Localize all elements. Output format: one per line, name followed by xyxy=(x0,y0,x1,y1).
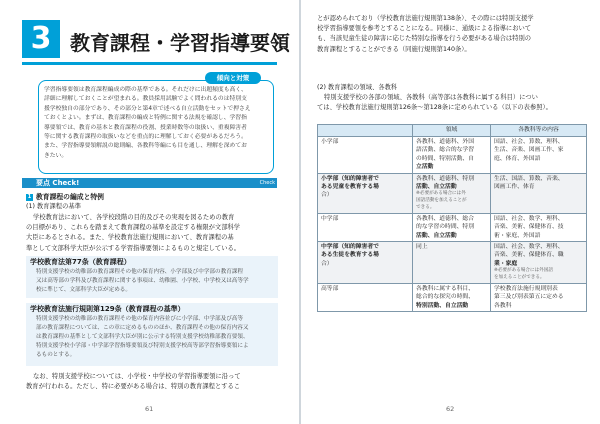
cell-note-line: 国語活動を加えることが xyxy=(416,198,467,204)
dept-cell xyxy=(318,137,413,174)
cell-line: 立活動 xyxy=(416,164,434,171)
body-line: も、当該児童生徒の障害に応じた特別な指導を行う必要がある場合は特別の xyxy=(317,35,532,43)
body-line: の目標があり、これらを踏まえて教育課程の基準を設定する権限が文部科学 xyxy=(26,224,241,232)
law-line: 又は高等部の学科及び教育課程に関する事項は、幼稚園、小学校、中学校又は高等学 xyxy=(36,278,249,284)
cell-note-line: を加えることができる。 xyxy=(493,275,545,281)
cell-line: 術・家庭、外国語 xyxy=(493,232,541,239)
content-cell xyxy=(490,137,586,174)
dept-cell xyxy=(318,213,413,241)
body-line: ては、学校教育法施行規則第126条～第128条に定められている（以下の表参照）。 xyxy=(317,104,552,112)
body-line: 教育課程とすることができる（同施行規則第140条）。 xyxy=(317,45,471,53)
cell-line: ある児童を教育する場 xyxy=(321,184,379,191)
cell-line: の時間、特別活動、自 xyxy=(416,155,475,162)
intro-line: 援学校独自の部分であり、その部分と第4章で述べる自立活動をセットで押さえ xyxy=(44,105,251,112)
area-cell xyxy=(413,137,491,174)
table-header-row xyxy=(318,125,587,137)
intro-paragraph xyxy=(317,93,589,113)
cell-line: 各教科、道徳科、総合 xyxy=(416,215,475,222)
content-cell xyxy=(490,213,586,241)
cell-line: 業・家庭 xyxy=(493,260,518,267)
table-header-cell: 各教科等の内容 xyxy=(490,125,586,137)
cell-line: 庭、体育、外国語 xyxy=(493,155,541,162)
intro-line: きたい。 xyxy=(44,152,68,159)
dept-cell xyxy=(318,283,413,311)
chapter-title: 教育課程・学習指導要領 xyxy=(70,31,290,55)
intro-text xyxy=(44,86,266,161)
cell-line: 各教科 xyxy=(493,302,512,309)
cell-note-line: ※必要がある場合には外国語 xyxy=(493,268,553,274)
cell-line: 生活、音楽、図画工作、家 xyxy=(493,147,564,154)
footer-paragraph xyxy=(26,372,278,392)
law-line: るものとする。 xyxy=(36,352,76,358)
area-cell xyxy=(413,283,491,311)
cell-line: 同上 xyxy=(416,244,428,251)
cell-note-line: ※必要がある場合には外 xyxy=(416,191,466,197)
cell-line: 的な学習の時間、特別 xyxy=(416,224,475,231)
intro-line: 詳細に理解しておくことが望まれる。教員採用試験でよく問われるのは特別支 xyxy=(44,96,247,103)
page-number: 62 xyxy=(446,405,455,413)
cell-line: 活動、自立活動 xyxy=(416,184,457,191)
subsection-title: (2) 教育課程の領域、各教科 xyxy=(317,84,398,91)
cell-line: 中学部（知的障害者で xyxy=(321,244,379,251)
table-row xyxy=(318,173,587,213)
intro-tag: 傾向と対策 xyxy=(205,72,261,84)
subsection-title: (1) 教育課程の基準 xyxy=(26,203,81,210)
intro-line: ておくとよい。まずは、教育課程の編成と特例に関する法規を確認し、学習指 xyxy=(44,115,247,122)
table-body xyxy=(318,137,587,312)
law-box-77-title: 学校教育法第77条（教育課程） xyxy=(30,258,131,266)
cell-line: 音楽、美術、保健体育、職 xyxy=(493,252,564,259)
body-line: 準として文部科学大臣が公示する学習指導要領によるものと規定している。 xyxy=(26,244,241,252)
section-title: 教育課程の編成と特例 xyxy=(36,193,104,201)
body-line: 教育が行われる。ただし、特に必要がある場合は、特別の教育課程とするこ xyxy=(26,383,241,391)
content-cell xyxy=(490,242,586,284)
body-paragraph xyxy=(26,213,278,254)
section-heading xyxy=(26,192,104,202)
top-paragraph xyxy=(317,14,589,55)
table-row xyxy=(318,283,587,311)
cell-line: 音楽、美術、保健体育、技 xyxy=(493,224,564,231)
cell-line: 小学部 xyxy=(321,139,339,145)
area-cell xyxy=(413,213,491,241)
body-line: 大臣にあるとされる。また、学校教育法施行規則において、教育課程の基 xyxy=(26,234,234,242)
cell-line: 中学部 xyxy=(321,215,339,222)
cell-line: 各教科に属する科目、 xyxy=(416,285,475,292)
intro-line: 導要領では、教育の基本と教育課程の役割、授業時数等の取扱い、重複障害者 xyxy=(44,124,247,131)
cell-line: 図画工作、体育 xyxy=(493,184,535,191)
dept-cell xyxy=(318,242,413,284)
law-box-129-title: 学校教育法施行規則第129条（教育課程の基準） xyxy=(30,305,185,313)
cell-note-line: できる。 xyxy=(416,205,435,211)
law-box-129-text xyxy=(36,315,276,360)
cell-line: 合） xyxy=(321,260,333,267)
area-cell xyxy=(413,242,491,284)
cell-line: 小学部（知的障害者で xyxy=(321,175,379,182)
cell-line: 活動、自立活動 xyxy=(416,232,457,239)
cell-line: 総合的な探究の時間、 xyxy=(416,294,475,301)
table-row xyxy=(318,242,587,284)
cell-line: ある生徒を教育する場 xyxy=(321,252,379,259)
body-line: とが認められており（学校教育法施行規則第138条）、その際には特別支援学 xyxy=(317,15,534,22)
page-number: 61 xyxy=(145,405,154,413)
law-line: 部の教育課程については、この章に定めるもののほか、教育課程その他の保育内容又 xyxy=(36,325,249,331)
left-page xyxy=(0,0,299,424)
law-line: 特別支援学校の幼稚部の教育課程その他の保育内容並びに小学部、中学部及び高等 xyxy=(36,316,243,322)
law-line: 特別支援学校の幼稚部の教育課程その他の保育内容、小学部及び中学部の教育課程 xyxy=(36,269,243,275)
cell-line: 語活動、総合的な学習 xyxy=(416,147,475,154)
law-line: 特別支援学校小学部・中学部学習指導要領及び特別支援学校高等部学習指導要領によ xyxy=(36,343,249,349)
cell-line: 合） xyxy=(321,192,333,199)
table-row xyxy=(318,137,587,174)
law-line: 校に準じて、文部科学大臣が定める。 xyxy=(36,287,131,293)
content-cell xyxy=(490,173,586,213)
cell-line: 国語、社会、算数、理科、 xyxy=(493,139,564,145)
body-line: 特別支援学校の各部の領域、各教科（高等部は各教科に属する科目）につい xyxy=(324,94,538,101)
body-line: なお、特別支援学校については、小学校・中学校の学習指導要領に沿って xyxy=(33,373,241,380)
section-marker: 1 xyxy=(27,193,32,200)
cell-line: 生活、国語、算数、音楽、 xyxy=(493,175,564,182)
area-cell xyxy=(413,173,491,213)
cell-line: 各教科、道徳科、外国 xyxy=(416,139,475,145)
cell-line: 各教科、道徳科、特別 xyxy=(416,175,475,182)
right-page xyxy=(301,0,600,424)
dept-cell xyxy=(318,173,413,213)
cell-line: 国語、社会、数学、理科、 xyxy=(493,215,564,222)
cell-line: 学校教育法施行規則別表 xyxy=(493,285,558,292)
table-header-cell: 領域 xyxy=(413,125,491,137)
law-line: は教育課程の基準として文部科学大臣が別に公示する特別支援学校幼稚部教育要領、 xyxy=(36,334,249,340)
body-line: 校学習指導要領を参考とすることになる。同様に、通級による指導において xyxy=(317,25,532,33)
table-row xyxy=(318,213,587,241)
intro-line: また、学習指導要領解説の総則編、各教科等編にも目を通し、理解を深めてお xyxy=(44,143,247,150)
cell-line: 特別活動、自立活動 xyxy=(416,302,469,309)
body-line: 学校教育法において、各学校段階の目的及びその実現を図るための教育 xyxy=(33,214,235,221)
chapter-number: 3 xyxy=(22,20,60,58)
check-right-label: Check xyxy=(259,180,275,186)
content-cell xyxy=(490,283,586,311)
curriculum-table xyxy=(317,124,587,312)
law-box-77-text xyxy=(36,268,276,295)
cell-line: 国語、社会、数学、理科、 xyxy=(493,244,564,251)
intro-line: 等に関する教育課程の取扱いなどを重点的に理解しておく必要があるだろう。 xyxy=(44,134,247,141)
cell-line: 高等部 xyxy=(321,285,339,292)
table-header-cell xyxy=(318,125,413,137)
cell-line: 第三及び別表第五に定める xyxy=(493,294,564,301)
check-label: 要点 Check! xyxy=(36,179,80,187)
chapter-underline xyxy=(22,62,277,65)
intro-line: 学習指導要領は教育課程編成の際の基準である。それだけに出題頻度も高く、 xyxy=(44,87,247,93)
